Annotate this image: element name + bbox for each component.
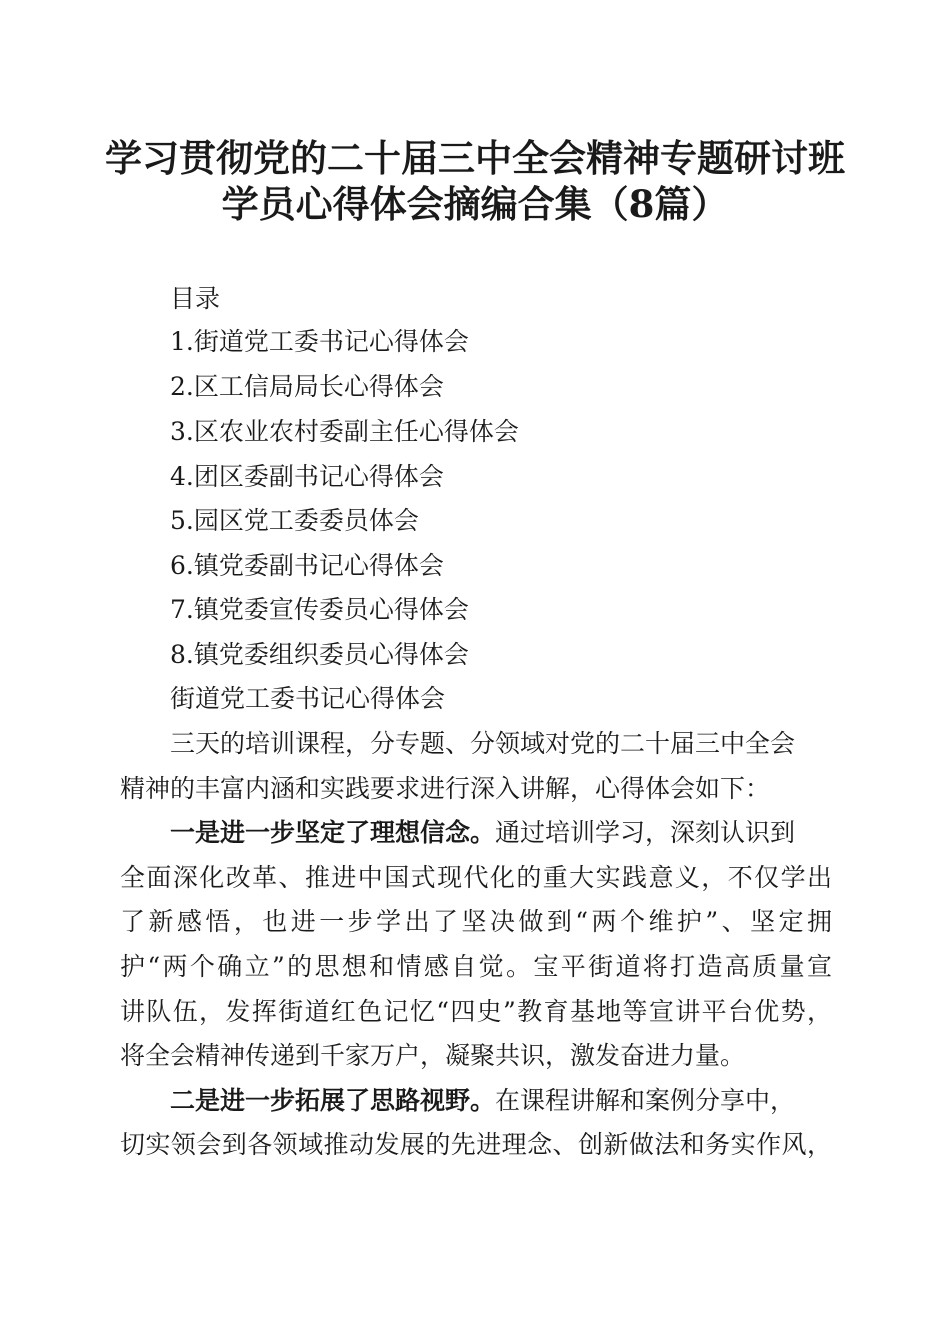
- para2-line5: 讲队伍，发挥街道红色记忆“四史”教育基地等宣讲平台优势，: [120, 997, 832, 1026]
- toc-item: 8.镇党委组织委员心得体会: [170, 640, 469, 669]
- toc-item: 4.团区委副书记心得体会: [170, 462, 444, 491]
- para2-line2: 全面深化改革、推进中国式现代化的重大实践意义，不仅学出: [120, 863, 832, 892]
- para2-line3: 了新感悟，也进一步学出了坚决做到“两个维护”、坚定拥: [120, 907, 832, 936]
- toc-item: 3.区农业农村委副主任心得体会: [170, 417, 519, 446]
- para3-bold-lead: 二是进一步拓展了思路视野。: [170, 1086, 496, 1115]
- para1-line2: 精神的丰富内涵和实践要求进行深入讲解，心得体会如下：: [120, 774, 771, 803]
- document-title-line1: 学习贯彻党的二十届三中全会精神专题研讨班: [105, 136, 845, 180]
- toc-heading: 目录: [170, 284, 221, 313]
- para2-line4: 护“两个确立”的思想和情感自觉。宝平街道将打造高质量宣: [120, 952, 832, 981]
- toc-item: 6.镇党委副书记心得体会: [170, 551, 444, 580]
- para2-line6: 将全会精神传递到千家万户，凝聚共识，激发奋进力量。: [120, 1041, 746, 1070]
- para3-line2: 切实领会到各领域推动发展的先进理念、创新做法和务实作风，: [120, 1130, 832, 1159]
- para2-line1-rest: 通过培训学习，深刻认识到: [495, 818, 796, 847]
- toc-item: 5.园区党工委委员体会: [170, 506, 419, 535]
- para2-bold-lead: 一是进一步坚定了理想信念。: [170, 818, 496, 847]
- section-heading: 街道党工委书记心得体会: [170, 684, 446, 713]
- para2-line1: [170, 816, 795, 850]
- toc-item: 7.镇党委宣传委员心得体会: [170, 595, 469, 624]
- para1-line1: 三天的培训课程，分专题、分领域对党的二十届三中全会: [170, 729, 796, 758]
- document-title-line2: 学员心得体会摘编合集（8篇）: [221, 182, 729, 226]
- toc-item: 1.街道党工委书记心得体会: [170, 327, 469, 356]
- toc-item: 2.区工信局局长心得体会: [170, 372, 444, 401]
- para3-line1-rest: 在课程讲解和案例分享中，: [495, 1086, 796, 1115]
- para3-line1: [170, 1084, 795, 1118]
